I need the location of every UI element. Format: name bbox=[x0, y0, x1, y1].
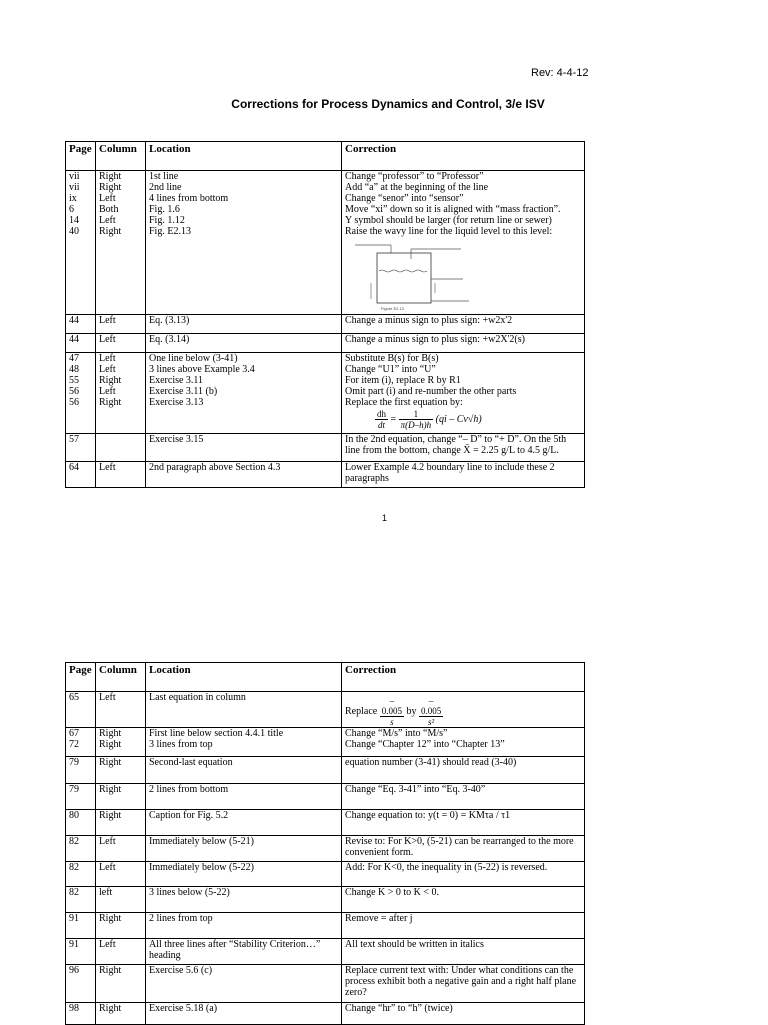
cell-column: left bbox=[96, 886, 146, 912]
cell-correction: Substitute B(s) for B(s) bbox=[342, 352, 585, 364]
table-row bbox=[66, 728, 585, 740]
eq-rhs-den: π(D–h)h bbox=[400, 419, 432, 430]
frac-num: 0.005 bbox=[420, 706, 442, 716]
page-number: 1 bbox=[382, 513, 388, 523]
table-row bbox=[66, 204, 585, 215]
cell-correction: In the 2nd equation, change “– D” to “+ D”. On the 5th line from the bottom, change X̄ = 2.25 g/L to 4.5 g/L. bbox=[342, 434, 585, 462]
cell-location: 4 lines from bottom bbox=[146, 193, 342, 204]
cell-correction: Change “U1” into “U” bbox=[342, 364, 585, 375]
cell-correction: equation number (3-41) should read (3-40) bbox=[342, 756, 585, 783]
cell-location: Last equation in column bbox=[146, 692, 342, 728]
frac-den: s bbox=[390, 717, 394, 727]
table-row bbox=[66, 861, 585, 886]
table-row bbox=[66, 462, 585, 488]
revision-label: Rev: 4-4-12 bbox=[531, 67, 589, 79]
table-row bbox=[66, 171, 585, 183]
table-row bbox=[66, 314, 585, 333]
cell-correction: Change K > 0 to K < 0. bbox=[342, 886, 585, 912]
cell-page: ix bbox=[66, 193, 96, 204]
figure-caption: Figure E2.13 bbox=[381, 306, 404, 311]
cell-page: 91 bbox=[66, 938, 96, 964]
eq-lhs-den: dt bbox=[377, 419, 385, 430]
cell-page: 67 bbox=[66, 728, 96, 740]
cell-column: Right bbox=[96, 182, 146, 193]
cell-location: Eq. (3.14) bbox=[146, 333, 342, 352]
table-row bbox=[66, 964, 585, 1002]
cell-correction: Revise to: For K>0, (5-21) can be rearranged to the more convenient form. bbox=[342, 835, 585, 861]
corrections-table-2 bbox=[65, 662, 585, 1025]
correction-text: Raise the wavy line for the liquid level to this level: bbox=[345, 226, 553, 237]
cell-location: Fig. 1.6 bbox=[146, 204, 342, 215]
cell-correction: For item (i), replace R by R1 bbox=[342, 375, 585, 386]
table-row bbox=[66, 1002, 585, 1024]
cell-column: Left bbox=[96, 386, 146, 397]
cell-page: 79 bbox=[66, 756, 96, 783]
cell-location: 3 lines below (5-22) bbox=[146, 886, 342, 912]
cell-column bbox=[96, 434, 146, 462]
header-location: Location bbox=[146, 142, 342, 171]
cell-column: Left bbox=[96, 364, 146, 375]
cell-column: Left bbox=[96, 333, 146, 352]
cell-location: All three lines after “Stability Criterion…” heading bbox=[146, 938, 342, 964]
cell-correction: Y symbol should be larger (for return line or sewer) bbox=[342, 215, 585, 226]
correction-text: by bbox=[406, 705, 417, 717]
cell-page: 57 bbox=[66, 434, 96, 462]
header-correction: Correction bbox=[342, 663, 585, 692]
cell-correction: Move “xi” down so it is aligned with “mass fraction”. bbox=[342, 204, 585, 215]
cell-correction: Omit part (i) and re-number the other parts bbox=[342, 386, 585, 397]
cell-page: 40 bbox=[66, 226, 96, 314]
cell-correction bbox=[342, 226, 585, 314]
cell-column: Left bbox=[96, 193, 146, 204]
cell-location: 2 lines from bottom bbox=[146, 783, 342, 809]
cell-location: 3 lines from top bbox=[146, 739, 342, 756]
cell-correction: Add “a” at the beginning of the line bbox=[342, 182, 585, 193]
cell-page: 48 bbox=[66, 364, 96, 375]
cell-column: Right bbox=[96, 809, 146, 835]
cell-correction: Replace – 0.005 s by – 0.005 s² bbox=[342, 692, 585, 728]
header-column: Column bbox=[96, 663, 146, 692]
cell-page: 44 bbox=[66, 333, 96, 352]
cell-location: Exercise 3.11 bbox=[146, 375, 342, 386]
cell-correction: Change a minus sign to plus sign: +w2x'2 bbox=[342, 314, 585, 333]
cell-column: Left bbox=[96, 861, 146, 886]
cell-correction: Change equation to: y(t = 0) = KMτa / τ1 bbox=[342, 809, 585, 835]
cell-column: Left bbox=[96, 462, 146, 488]
cell-location: Eq. (3.13) bbox=[146, 314, 342, 333]
header-column: Column bbox=[96, 142, 146, 171]
cell-page: 56 bbox=[66, 397, 96, 434]
cell-correction: Change a minus sign to plus sign: +w2X'2(s) bbox=[342, 333, 585, 352]
cell-location: Exercise 3.15 bbox=[146, 434, 342, 462]
table-row bbox=[66, 352, 585, 364]
cell-page: vii bbox=[66, 182, 96, 193]
eq-rhs-num: 1 bbox=[399, 409, 434, 420]
table-row bbox=[66, 886, 585, 912]
cell-correction: Change “Chapter 12” into “Chapter 13” bbox=[342, 739, 585, 756]
header-correction: Correction bbox=[342, 142, 585, 171]
cell-page: 98 bbox=[66, 1002, 96, 1024]
cell-location: 1st line bbox=[146, 171, 342, 183]
equation-3-13: $\frac{dh}{dt}$ = $\frac{1}{\pi(D-h)h}$ (qi – Cv√h) bbox=[377, 408, 482, 430]
cell-column: Left bbox=[96, 314, 146, 333]
header-location: Location bbox=[146, 663, 342, 692]
cell-column: Right bbox=[96, 728, 146, 740]
table-row bbox=[66, 182, 585, 193]
cell-correction: Lower Example 4.2 boundary line to include these 2 paragraphs bbox=[342, 462, 585, 488]
cell-page: vii bbox=[66, 171, 96, 183]
cell-correction: Change “Eq. 3-41” into “Eq. 3-40” bbox=[342, 783, 585, 809]
header-page: Page bbox=[66, 142, 96, 171]
cell-column: Left bbox=[96, 692, 146, 728]
cell-column: Right bbox=[96, 1002, 146, 1024]
cell-location: Exercise 5.18 (a) bbox=[146, 1002, 342, 1024]
cell-page: 6 bbox=[66, 204, 96, 215]
cell-column: Left bbox=[96, 352, 146, 364]
cell-page: 56 bbox=[66, 386, 96, 397]
table-row bbox=[66, 938, 585, 964]
corrections-table-1 bbox=[65, 141, 585, 488]
cell-correction: Change “senor” into “sensor” bbox=[342, 193, 585, 204]
cell-correction: Change “M/s” into “M/s” bbox=[342, 728, 585, 740]
cell-location: Immediately below (5-22) bbox=[146, 861, 342, 886]
cell-page: 82 bbox=[66, 886, 96, 912]
cell-page: 65 bbox=[66, 692, 96, 728]
cell-location: First line below section 4.4.1 title bbox=[146, 728, 342, 740]
table-row bbox=[66, 783, 585, 809]
cell-location: Second-last equation bbox=[146, 756, 342, 783]
table-row bbox=[66, 193, 585, 204]
cell-column: Left bbox=[96, 215, 146, 226]
cell-location: 2 lines from top bbox=[146, 912, 342, 938]
cell-location: 2nd line bbox=[146, 182, 342, 193]
cell-location: One line below (3-41) bbox=[146, 352, 342, 364]
cell-correction: Remove = after j bbox=[342, 912, 585, 938]
cell-page: 80 bbox=[66, 809, 96, 835]
cell-column: Left bbox=[96, 835, 146, 861]
table-row bbox=[66, 397, 585, 434]
cell-page: 44 bbox=[66, 314, 96, 333]
cell-location: Exercise 3.11 (b) bbox=[146, 386, 342, 397]
tank-figure-icon bbox=[351, 239, 491, 311]
cell-page: 14 bbox=[66, 215, 96, 226]
table-row bbox=[66, 692, 585, 728]
cell-page: 82 bbox=[66, 861, 96, 886]
cell-location: 2nd paragraph above Section 4.3 bbox=[146, 462, 342, 488]
cell-column: Right bbox=[96, 912, 146, 938]
cell-page: 64 bbox=[66, 462, 96, 488]
eq-rhs-tail: (qi – Cv√h) bbox=[435, 413, 482, 425]
cell-page: 55 bbox=[66, 375, 96, 386]
table-row bbox=[66, 739, 585, 756]
cell-page: 47 bbox=[66, 352, 96, 364]
cell-column: Right bbox=[96, 783, 146, 809]
cell-correction: Change “hr” to “h” (twice) bbox=[342, 1002, 585, 1024]
correction-text: Replace the first equation by: bbox=[345, 396, 463, 408]
table-row bbox=[66, 912, 585, 938]
cell-page: 91 bbox=[66, 912, 96, 938]
cell-column: Both bbox=[96, 204, 146, 215]
cell-location: Fig. E2.13 bbox=[146, 226, 342, 314]
cell-correction: Replace current text with: Under what conditions can the process exhibit both a negative gain and a right half plane zero? bbox=[342, 964, 585, 1002]
cell-correction: Add: For K<0, the inequality in (5-22) is reversed. bbox=[342, 861, 585, 886]
table-row bbox=[66, 364, 585, 375]
table-row bbox=[66, 226, 585, 314]
table-row bbox=[66, 434, 585, 462]
frac-den: s² bbox=[427, 717, 435, 727]
cell-location: 3 lines above Example 3.4 bbox=[146, 364, 342, 375]
cell-column: Right bbox=[96, 171, 146, 183]
table-row bbox=[66, 809, 585, 835]
cell-page: 72 bbox=[66, 739, 96, 756]
cell-correction: Change “professor” to “Professor” bbox=[342, 171, 585, 183]
cell-column: Left bbox=[96, 938, 146, 964]
cell-location: Caption for Fig. 5.2 bbox=[146, 809, 342, 835]
cell-column: Right bbox=[96, 226, 146, 314]
table-row bbox=[66, 215, 585, 226]
correction-text: Replace bbox=[345, 705, 378, 717]
cell-page: 82 bbox=[66, 835, 96, 861]
header-page: Page bbox=[66, 663, 96, 692]
cell-column: Right bbox=[96, 375, 146, 386]
table-row bbox=[66, 835, 585, 861]
cell-correction: All text should be written in italics bbox=[342, 938, 585, 964]
document-title: Corrections for Process Dynamics and Control, 3/e ISV bbox=[231, 97, 545, 111]
cell-location: Fig. 1.12 bbox=[146, 215, 342, 226]
table-row bbox=[66, 333, 585, 352]
cell-location: Immediately below (5-21) bbox=[146, 835, 342, 861]
cell-location: Exercise 3.13 bbox=[146, 397, 342, 434]
cell-page: 79 bbox=[66, 783, 96, 809]
cell-column: Right bbox=[96, 964, 146, 1002]
cell-column: Right bbox=[96, 397, 146, 434]
cell-column: Right bbox=[96, 756, 146, 783]
table-row bbox=[66, 756, 585, 783]
cell-location: Exercise 5.6 (c) bbox=[146, 964, 342, 1002]
cell-column: Right bbox=[96, 739, 146, 756]
table-row bbox=[66, 386, 585, 397]
cell-page: 96 bbox=[66, 964, 96, 1002]
cell-correction bbox=[342, 397, 585, 434]
table-row bbox=[66, 375, 585, 386]
eq-lhs-num: dh bbox=[377, 408, 386, 419]
frac-num: 0.005 bbox=[381, 706, 402, 716]
